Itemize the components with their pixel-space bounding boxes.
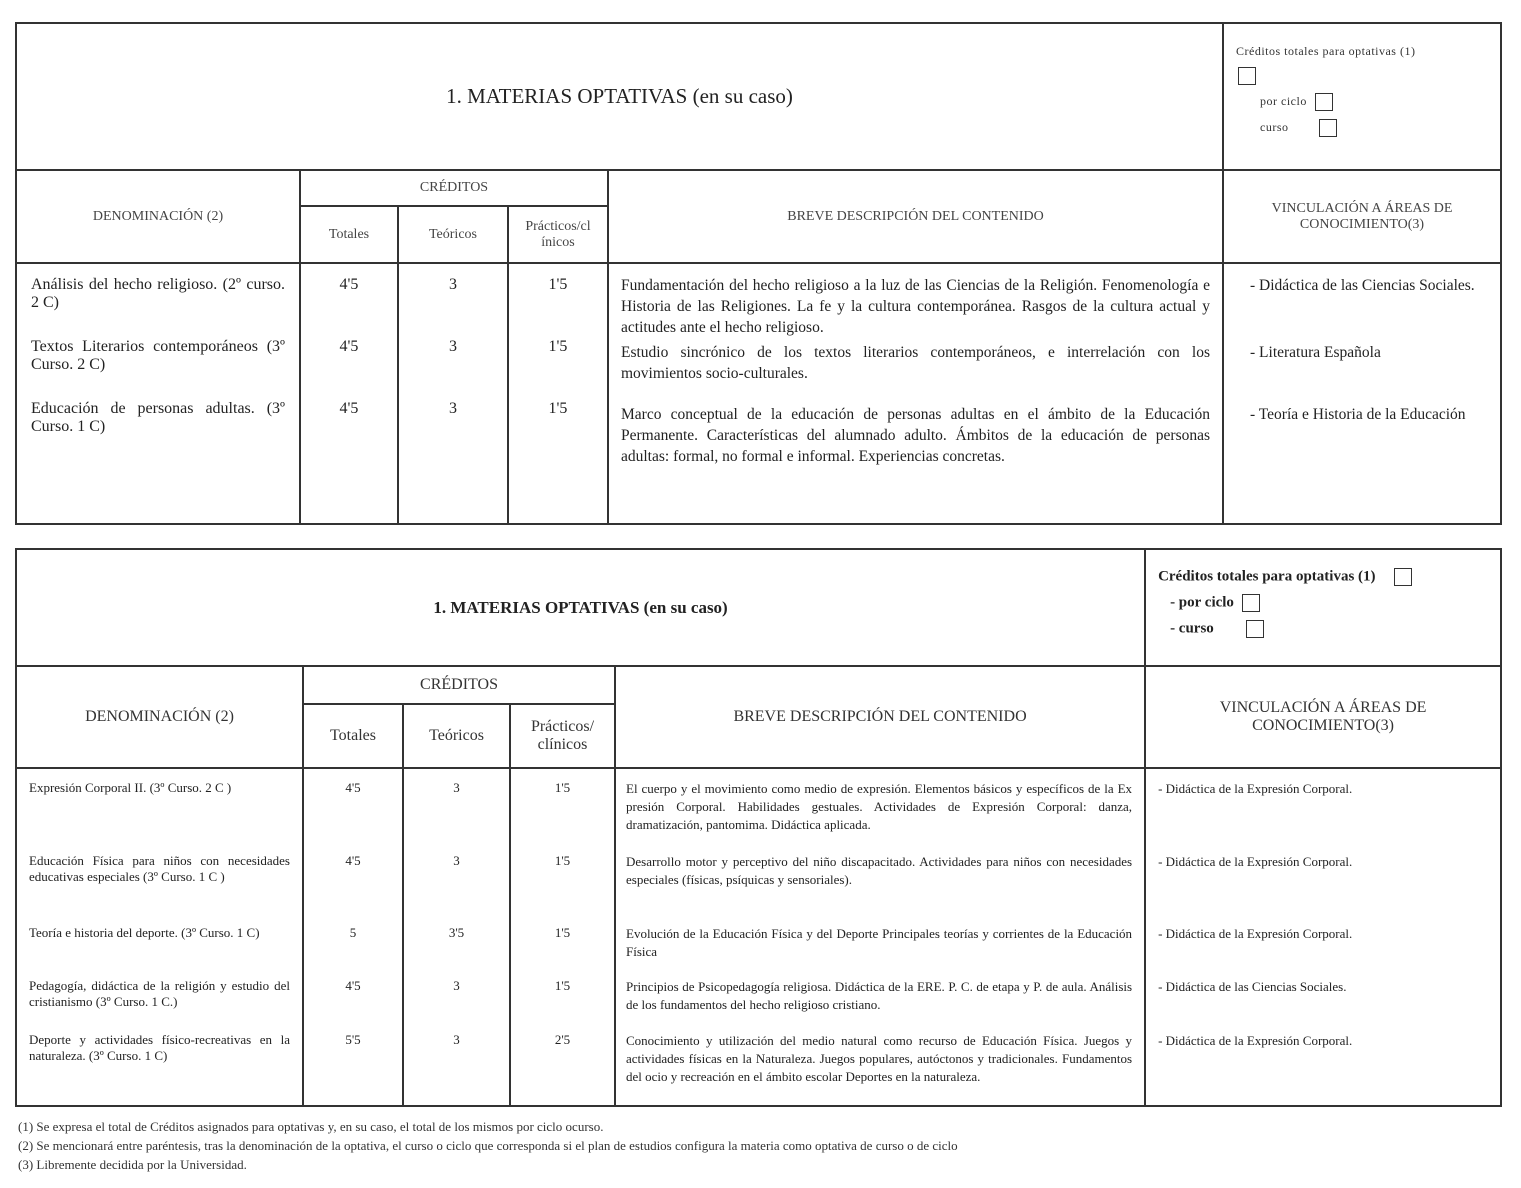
credit-totals-label-2: Créditos totales para optativas (1)	[1158, 568, 1376, 585]
header-teoricos: Teóricos	[398, 206, 508, 263]
col-vinculacion	[1223, 263, 1501, 524]
col-denominacion-2	[16, 768, 303, 1106]
curso-checkbox-2[interactable]	[1246, 620, 1264, 638]
table2-row-2-descripcion: Desarrollo motor y perceptivo del niño discapacitado. Actividades para niños con necesidades especiales (físicas, psíquicas y sensoriales).	[626, 854, 1133, 887]
table2-row-1-practicos: 1'5	[554, 780, 571, 795]
table-row-1-practicos: 1'5	[548, 276, 568, 293]
table2-row-4-totales: 4'5	[345, 978, 361, 993]
header-totales-2: Totales	[303, 704, 403, 768]
table2-row-3-area: - Didáctica de la Expresión Corporal.	[1158, 926, 1353, 941]
table-row-2-totales: 4'5	[339, 338, 359, 355]
col-descripcion	[608, 263, 1223, 524]
table-row-3-area: - Teoría e Historia de la Educación	[1250, 406, 1466, 423]
col-totales	[300, 263, 398, 524]
table2-row-2-practicos: 1'5	[554, 853, 571, 868]
col-descripcion-2	[615, 768, 1145, 1106]
credit-totals-box-2	[1145, 549, 1501, 666]
table2-row-1-totales: 4'5	[345, 780, 361, 795]
table2-row-1-teoricos: 3	[453, 780, 460, 795]
footnote-2: (2) Se mencionará entre paréntesis, tras la denominación de la optativa, el curso o ciclo que corresponda si el plan de estudios configura la materia como optativa de curso o de ciclo	[18, 1138, 958, 1153]
header-denominacion-2: DENOMINACIÓN (2)	[16, 666, 303, 768]
col-vinculacion-2	[1145, 768, 1501, 1106]
totals-checkbox[interactable]	[1238, 67, 1256, 85]
optativas-table-1	[15, 22, 1502, 525]
table2-row-5-area: - Didáctica de la Expresión Corporal.	[1158, 1033, 1353, 1048]
table2-row-3-practicos: 1'5	[554, 925, 571, 940]
credit-totals-box	[1223, 23, 1501, 170]
table-row-2-practicos: 1'5	[548, 338, 568, 355]
table-row-2-denominacion: Textos Literarios contemporáneos (3º Curso. 2 C)	[31, 338, 285, 373]
table2-row-1-descripcion: El cuerpo y el movimiento como medio de expresión. Elementos básicos y específicos de la Ex presión Corporal. Habilidades gestuales. Actividades de Expresión Corporal: danza, dramatización, pantomima. Didáctica aplicada.	[626, 781, 1133, 832]
table2-row-4-practicos: 1'5	[554, 978, 571, 993]
footnote-1: (1) Se expresa el total de Créditos asignados para optativas y, en su caso, el total de los mismos por ciclo ocurso.	[18, 1119, 604, 1134]
table2-row-3-teoricos: 3'5	[448, 925, 465, 940]
header-vinculacion: VINCULACIÓN A ÁREAS DE CONOCIMIENTO(3)	[1223, 170, 1501, 263]
table2-row-5-teoricos: 3	[453, 1032, 460, 1047]
curso-label: curso	[1260, 119, 1289, 134]
table2-row-2-area: - Didáctica de la Expresión Corporal.	[1158, 854, 1353, 869]
header-practicos-2: Prácticos/ clínicos	[510, 704, 615, 768]
table-row-3-denominacion: Educación de personas adultas. (3º Curso. 1 C)	[31, 400, 285, 435]
col-totales-2	[303, 768, 403, 1106]
header-practicos: Prácticos/cl ínicos	[508, 206, 608, 263]
table2-row-3-denominacion: Teoría e historia del deporte. (3º Curso. 1 C)	[29, 925, 260, 940]
credit-totals-label: Créditos totales para optativas (1)	[1236, 44, 1416, 58]
table2-row-1-denominacion: Expresión Corporal II. (3º Curso. 2 C )	[29, 780, 232, 795]
footnote-3: (3) Libremente decidida por la Universidad.	[18, 1157, 247, 1172]
col-teoricos	[398, 263, 508, 524]
col-teoricos-2	[403, 768, 510, 1106]
table-row-1-area: - Didáctica de las Ciencias Sociales.	[1250, 277, 1475, 294]
table2-row-4-area: - Didáctica de las Ciencias Sociales.	[1158, 979, 1347, 994]
table2-row-5-totales: 5'5	[345, 1032, 361, 1047]
table2-row-2-teoricos: 3	[453, 853, 460, 868]
table2-row-5-denominacion: Deporte y actividades físico-recreativas en la naturaleza. (3º Curso. 1 C)	[29, 1032, 290, 1063]
col-practicos-2	[510, 768, 615, 1106]
table2-row-3-totales: 5	[349, 925, 357, 940]
por-ciclo-checkbox[interactable]	[1315, 93, 1333, 111]
table-row-2-area: - Literatura Española	[1250, 344, 1381, 361]
table2-row-5-practicos: 2'5	[554, 1032, 571, 1047]
table-row-1-teoricos: 3	[449, 276, 457, 293]
table-row-1-descripcion: Fundamentación del hecho religioso a la luz de las Ciencias de la Religión. Fenomenología e Historia de las Religiones. La fe y la cultura contemporánea. Rasgos de la cultura actual y actitudes ante el hecho religioso.	[621, 277, 1211, 336]
col-denominacion	[16, 263, 300, 524]
table2-row-3-descripcion: Evolución de la Educación Física y del Deporte Principales teorías y corrientes de la Educación Física	[626, 926, 1133, 959]
table-row-2-descripcion: Estudio sincrónico de los textos literarios contemporáneos, e interrelación con los movimientos socio-culturales.	[621, 344, 1211, 382]
header-descripcion: BREVE DESCRIPCIÓN DEL CONTENIDO	[608, 170, 1223, 263]
curso-label-2: - curso	[1170, 620, 1214, 637]
por-ciclo-label: por ciclo	[1260, 93, 1307, 108]
totals-checkbox-2[interactable]	[1394, 568, 1412, 586]
table-row-3-totales: 4'5	[339, 400, 359, 417]
table-row-1-totales: 4'5	[339, 276, 359, 293]
header-creditos: CRÉDITOS	[300, 170, 608, 206]
table2-row-4-descripcion: Principios de Psicopedagogía religiosa. Didáctica de la ERE. P. C. de etapa y P. de aula. Análisis de los fundamentos del hecho religioso cristiano.	[626, 979, 1133, 1012]
table2-row-2-denominacion: Educación Física para niños con necesidades educativas especiales (3º Curso. 1 C )	[29, 853, 290, 884]
curso-checkbox[interactable]	[1319, 119, 1337, 137]
section-title-2: 1. MATERIAS OPTATIVAS (en su caso)	[16, 549, 1145, 666]
table-row-1-denominacion: Análisis del hecho religioso. (2º curso. 2 C)	[31, 276, 285, 311]
optativas-table-2	[15, 548, 1502, 1107]
section-title: 1. MATERIAS OPTATIVAS (en su caso)	[16, 23, 1223, 170]
table-row-3-descripcion: Marco conceptual de la educación de personas adultas en el ámbito de la Educación Permanente. Características del alumnado adulto. Ámbitos de la educación de personas adultas: formal, no formal e informal. Experiencias concretas.	[621, 406, 1211, 465]
header-creditos-2: CRÉDITOS	[303, 666, 615, 704]
table-row-3-teoricos: 3	[449, 400, 457, 417]
table2-row-5-descripcion: Conocimiento y utilización del medio natural como recurso de Educación Física. Juegos y actividades físicas en la Naturaleza. Juegos populares, autóctonos y tradicionales. Fundamentos del ocio y recreación en el ámbito escolar Deportes en la naturaleza.	[626, 1033, 1133, 1084]
header-totales: Totales	[300, 206, 398, 263]
header-descripcion-2: BREVE DESCRIPCIÓN DEL CONTENIDO	[615, 666, 1145, 768]
table2-row-4-teoricos: 3	[453, 978, 460, 993]
header-denominacion: DENOMINACIÓN (2)	[16, 170, 300, 263]
por-ciclo-label-2: - por ciclo	[1170, 594, 1234, 611]
table2-row-2-totales: 4'5	[345, 853, 361, 868]
table2-row-4-denominacion: Pedagogía, didáctica de la religión y estudio del cristianismo (3º Curso. 1 C.)	[29, 978, 290, 1009]
table-row-2-teoricos: 3	[449, 338, 457, 355]
header-vinculacion-2: VINCULACIÓN A ÁREAS DE CONOCIMIENTO(3)	[1145, 666, 1501, 768]
col-practicos	[508, 263, 608, 524]
table-row-3-practicos: 1'5	[548, 400, 568, 417]
header-teoricos-2: Teóricos	[403, 704, 510, 768]
por-ciclo-checkbox-2[interactable]	[1242, 594, 1260, 612]
table2-row-1-area: - Didáctica de la Expresión Corporal.	[1158, 781, 1353, 796]
